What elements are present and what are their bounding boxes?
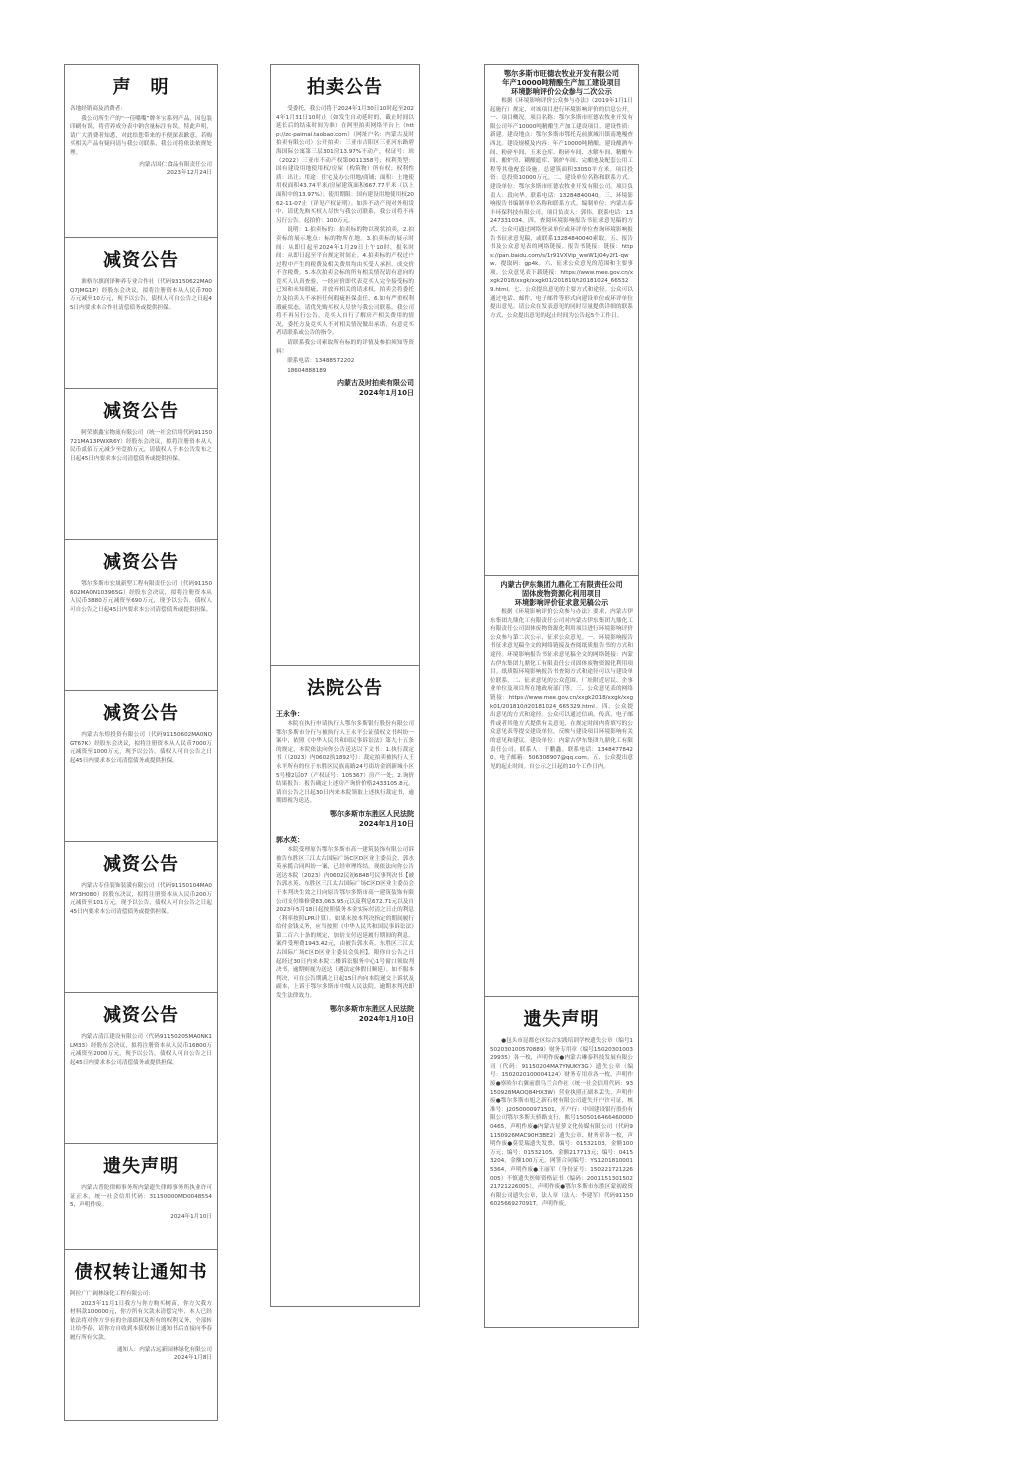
notice-block (65, 65, 217, 237)
notice-subtitle-line: 环境影响评价征求意见稿公示 (514, 598, 609, 607)
signature-line: 内蒙古及时拍卖有限公司 (337, 379, 414, 388)
notice-paragraph: 本院在执行申请执行人鄂尔多斯银行股份有限公司鄂尔多斯市分行与被执行人王永平公证债权文书纠纷一案中，依照《中华人民共和国民事诉讼法》第九十五条的规定，本院依法向你公告送达以下文书：1.执行裁定书（（2023）内0602执1892号）：裁定拍卖被执行人王永平所有的位于东胜区民族南路24号街坊金润新城小区5号楼2层07（产权证号：105367）房产一处；2.询价结果报告：报告确定上述房产询价价格2433105.8元。请自公告之日起30日内来本院领取上述执行裁定书，逾期即视为送达。 (276, 721, 414, 805)
notice-body (65, 731, 217, 765)
notice-subtitle (485, 576, 638, 608)
notice-paragraph: 根据《环境影响评价公众参与办法》（2019年1月1日起施行）规定，对该项目进行环境影响评价的信息公开。一、项目概况。项目名称：鄂尔多斯市旺德农牧业开发有限公司年产10000吨精酿生产加工建设项目。建设性质：新建。建设地点：鄂尔多斯市鄂托克前旗城川镇南地嘎查西北。建设规模及内容：年产10000吨精酿，建设酿酒车间、粉碎车间、玉米仓库、粉碎车间、水解车间、精酿车间、酿炉房、糊酿遮库、锅炉车间、完酿池及配套公用工程等其他配套设施。总建筑面积33050平方米。项目投资：总投资10000万元。二、建设单位名称和联系方式。建设单位：鄂尔多斯市旺德农牧业开发有限公司。项目负责人：段向华。联系电话：13284840040。三、环境影响报告书编制单位名称和联系方式。编制单位：内蒙古泰丰环保科技有限公司。项目负责人：郭伟。联系电话：13247331034。四、查阅环境影响报告书征求意见稿的方式、公众可通过网络登录单位或环评单位查询环境影响报告书征求意见稿，或联系13284840040索取。五、报告书及公众意见表的网络链接。报告书链接：链接：https://pan.baidu.com/s/1r91VXVip_wwW1j04y2f1-qww，提取码：gp4k。六、征求公众意见的范围和主要事项。公众意见表下载链接：https://www.mee.gov.cn/xxgk2018/xxgk/xxgk01/201810/t20181024_665329.html。七、公众提出意见的主要方式和途径。公众可以通过电话、邮件、电子邮件等形式向建设单位或环评单位提出意见。请公众在发表意见的同时尽量提供详细的联系方式，公众提出意见的起止时间为公告起5个工作日。 (490, 98, 633, 319)
signature-line: 2023年12月24日 (166, 169, 212, 176)
notice-body (271, 105, 419, 375)
notice-block (65, 389, 217, 539)
notice-subtitle-line: 内蒙古伊东集团九鼎化工有限责任公司 (500, 580, 623, 589)
notice-block (65, 1250, 217, 1420)
signature-line: 2024年1月8日 (173, 1354, 212, 1361)
notice-title: 遗失声明 (523, 1009, 600, 1030)
notice-paragraph: 请联系我公司索取所有标的的详情及参拍须知等资料！ (276, 340, 414, 355)
notice-block (271, 65, 419, 665)
notice-body (65, 1184, 217, 1210)
notice-paragraph: 阿拉广广阔林绿化工程有限公司： (70, 1291, 154, 1297)
notice-paragraph: 联系电话：13488572202 (287, 358, 355, 365)
notice-block (65, 540, 217, 690)
notice-body (65, 1290, 217, 1343)
notice-block (65, 238, 217, 388)
signature-line: 鄂尔多斯市东胜区人民法院 (330, 809, 414, 818)
notice-title: 债权转让通知书 (74, 1262, 208, 1283)
notice-paragraph: 准格尔旗润泽种养专业合作社（代码93150622MA0Q7JMG1P）经股东会决议，拟将注册资本从人民币700万元减至10万元，现予以公告，债权人可自公告之日起45日内要求本合作社清偿债务或提供担保。 (70, 279, 212, 311)
notice-addressee: 郭水英： (276, 835, 304, 844)
notice-block (485, 65, 638, 575)
notice-subtitle (485, 65, 638, 97)
notice-paragraph: 各地经销商及消费者： (70, 106, 126, 112)
notice-paragraph: 内蒙古东煌投资有限公司（代码91150602MA0NQGT67K）经股东会决议，拟将注册资本从人民币7000万元减资至1000万元，现予以公告，债权人可自公告之日起45日内要求本公司清偿债务或提供担保。 (70, 732, 212, 764)
notice-paragraph: 阿荣旗鑫宝物流有限公司（统一社会信用代码91150721MA13PWXR6Y）经股东会决议，拟将注册资本从人民币贰佰万元减少至壹拾万元，请债权人于本公告发布之日起45日内要求本公司清偿债务或提供担保。 (70, 430, 212, 462)
signature-line: 2024年1月10日 (170, 1213, 212, 1220)
notice-block (65, 1144, 217, 1249)
notice-paragraph: 内蒙古专佳装饰装潢有限公司（代码91150104MA0MY3H080）经股东决议，拟将注册资本从人民币200万元减资至101万元，现予以公告，债权人可自公告之日起45日内要求本公司清偿债务或提供担保。 (70, 883, 212, 915)
notice-body (65, 105, 217, 158)
column-left (64, 64, 218, 1421)
signature-line: 2024年1月10日 (358, 1014, 414, 1023)
notice-paragraph: 本院受理原告鄂尔多斯市高一建筑装饰有限公司诉被告东胜区三江太古国际广场C区D区业主委员会、郭水英承揽合同纠纷一案，已经审理终结。现依法向你公告送达本院（2023）内0602民初6848号民事判决书【被告郭水英、东胜区三江太古国际广场C区D区业主委员会于本判决生效之日向原告鄂尔多斯市高一建筑装饰有限公司支付维修费83,063.95元以及利息672.71元以及自2023年5月18日起按照债务本金实际付清之日止的利息（利率按照LPR计算）。如果未按本判决指定的期间履行给付金钱义务，应当按照《中华人民共和国民事诉讼法》第二百六十条的规定，加倍支付迟延履行期间的利息。案件受理费1943.42元，由被告郭水英、东胜区三江太古国际广场C区D区业主委员会负担】。限你自公告之日起经过30日内来本院二楼诉讼服务中心1号窗口领取判决书，逾期则视为送达（遇法定休假日顺延）。如不服本判决，可在公告期满之日起15日内向本院递交上诉状及副本，上诉于鄂尔多斯市中级人民法院。逾期本判决即发生法律效力。 (276, 846, 414, 1000)
notice-block (65, 993, 217, 1143)
notice-title: 减资公告 (103, 1005, 179, 1026)
notice-body (485, 97, 638, 320)
notice-subtitle-line: 环境影响评价公众参与二次公示 (511, 87, 612, 96)
notice-title: 拍卖公告 (307, 77, 383, 98)
notice-paragraph: 说明：1.拍卖标的：拍卖标的物以现状拍卖。2.拍卖标的展示地点：标的物所在地。3.拍卖标的展示时间：从即日起至2024年1月29日上午10时，报名时间：从即日起至平台规定时间止。4.拍卖标的产权过户过程中产生的税费及相关费用均由买受人承担，成交价不含税费。5.本次拍卖会标的所有相关情况请有意向的竞买人认真查验，一经应价即代表竞买人完全接受标的已知和未知瑕疵，并放弃相关的请求权，拍卖会将委托方及拍卖人不承担任何瑕疵担保责任。6.如有严重权利瑕疵状态，请优先购买权人尽快与我公司联系，我公司将不再另行公告，竞买人自行了解房产相关费用的情况，委托方及竞买人不对相关情况做出承诺，有意竞买者请联系或公告的指令。 (276, 227, 414, 337)
notice-body (65, 1033, 217, 1067)
notice-paragraph: 内蒙古普陀律师事务所内蒙遗失律师事务所执业许可证正本，统一社会信用代码：31150000MD00485545，声明作废。 (70, 1185, 212, 1209)
notice-title: 减资公告 (103, 250, 179, 271)
notice-subtitle-line: 固体废物资源化利用项目 (521, 589, 602, 598)
notice-signature (65, 159, 217, 180)
notice-title: 减资公告 (103, 854, 179, 875)
notice-body (485, 1037, 638, 1209)
column-right (484, 64, 639, 1328)
notice-signature (271, 1002, 419, 1027)
notice-block (271, 666, 419, 1306)
notice-title: 减资公告 (103, 552, 179, 573)
notice-paragraph: 2023年11月1日我方与你方购买树苗，你方欠我方材料款100000元，你方所有欠款未清偿完毕，本人已经依法将对你方享有的全部债权及所有的权利义务，全部转让给李春，请你方自收到本债权转让通知书后直接向李春履行所有欠款。 (70, 1300, 212, 1341)
notice-paragraph: 我公司所生产的“一佳嘴嘴”牌冬宝系列产品，因包装印刷有误，将营养成分表中钠含量标注有误，特此声明，请广大消费者知悉，对此给您带来的不便深表歉意。若购买相关产品有疑问请与我公司联系，我公司将依法依规处理。 (70, 115, 212, 156)
signature-line: 内蒙古国仁食品有限责任公司 (139, 161, 212, 168)
notice-title: 声 明 (112, 77, 170, 98)
notice-signature (65, 1344, 217, 1365)
notice-signature (271, 376, 419, 401)
notice-addressee: 王永争： (276, 710, 304, 718)
notice-body (485, 608, 638, 771)
column-middle (270, 64, 420, 1307)
notice-body (271, 720, 419, 806)
notice-paragraph: 受委托，我公司将于2024年1月30日10时起至2024年1月31日10时止（如发生自动延时的，截止时间以延长后的结束时间为准）在阿里拍卖网络平台上（http://zc-paimai.taobao.com）（网址户名：内蒙古及时拍卖有限公司）公开拍卖：三亚市吉阳区三亚河东路碧海国际公寓第三层301房13.97%不动产，权证号：琼（2022）三亚市不动产权第0011358号；权利类型：国有建设用地使用权/房屋（构筑物）所有权；权利性质：出让；用途：住宅及办公用地/商铺；面积：土地使用权面积43.74平米/房屋建筑面积667.77平米（以上面积中的13.97%）；使用期限：国有建设用地使用权2062-11-07止（详见产权证明）。如涉不动产现对外租赁中，请优先购买权人尽快与我公司联系，我公司将不再另行公告。起拍价：100万元。 (276, 106, 414, 224)
signature-line: 2024年1月10日 (358, 389, 414, 398)
notice-block (65, 842, 217, 992)
notice-body (65, 580, 217, 614)
notice-body (271, 846, 419, 1001)
notice-block (485, 576, 638, 996)
notice-block (485, 997, 638, 1327)
notice-body (65, 882, 217, 916)
notice-title: 减资公告 (103, 401, 179, 422)
signature-line: 通知人：内蒙古远新园林绿化有限公司 (116, 1346, 212, 1353)
signature-line: 鄂尔多斯市东胜区人民法院 (330, 1004, 414, 1013)
notice-title: 减资公告 (103, 703, 179, 724)
signature-line: 2024年1月10日 (358, 819, 414, 828)
notice-paragraph: 鄂尔多斯市宏晟新型工程有限责任公司（代码91150602MA0N103965G）经股东会决议，拟将注册资本从人民币3880万元减资至690万元，现予以公告，债权人可自公告之日起45日内要求本公司清偿债务或提供担保。 (70, 581, 212, 613)
notice-body (65, 278, 217, 312)
notice-paragraph: ●包头市昆都仑区综合实践培训学校遗失公章（编号1502030100570889）财务专用章（编号1502030100329935）各一枚，声明作废●内蒙古琳泰科技发展有限公司（代码：91150204MA7YNUKY3G）遗失公章（编号：1502020100004124）财务专用章各一枚，声明作废●察哈尔右翼前旗乌兰合作社（统一社会信用代码：93150928MAOQ84HX3W）营业执照正副本丢失，声明作废●鄂尔多斯市旭之新石材有限公司遗失开户许可证，核准号：J2050000971501，开户行：中国建设银行股份有限公司鄂尔多斯天骄路支行，账号15050164664600000465，声明作废●内蒙古星萝文化传媒有限公司（代码91150926MAC90H3BE2）遗失公章、财务章各一枚，声明作废●莫爱瑞遗失发票，编号：01532103，金额100万元；编号：01532105，金额217713元；编号：04153204，金额100万元，网签合同编号：YS12018100015364，声明作废●王丽军（身份证号：150221721226005）不慎遗失医师资格证书（编码：200115130150221721226005），声明作废●鄂尔多斯市东胜区蒙初政资有限公司遗失公章，法人章（法人：李建军）代码91150602566927091T，声明作废。 (490, 1038, 634, 1208)
notice-paragraph: 根据《环境影响评价公众参与办法》要求，内蒙古伊东集团九鼎化工有限责任公司对内蒙古伊东集团九鼎化工有限责任公司固体废物资源化利用项目进行环境影响评价公众参与第二次公示，征求公众意见。一、环境影响报告书征求意见稿全文的网络链接及查阅纸质报告书的方式和途径。环境影响报告书征求意见稿全文的网络链接：内蒙古伊东集团九鼎化工有限责任公司固体废物资源化利用项目。纸质版环境影响报告书查阅方式和途径可以与建设单位联系。二、征求意见的公众范围。厂址附近居民、企事业单位及项目所在地政府部门等。三、公众意见表的网络链接：https://www.mee.gov.cn/xxgk2018/xxgk/xxgk01/201810/t20181024_665329.html。四、公众提出意见的方式和途径。公众可以通过信函、传真、电子邮件或者其他方式提供有关意见，在规定时间内将填写的公众意见表等提交建设单位，反映与建设项目环境影响有关的意见和建议。建设单位：内蒙古伊东集团九鼎化工有限责任公司。联系人：于鹏鑫。联系电话：13484778420。电子邮箱：506308907@qq.com。五、公众提出意见的起止时间。自公示之日起的10个工作日内。 (490, 609, 633, 770)
notice-title: 遗失声明 (103, 1156, 179, 1177)
notice-block (65, 691, 217, 841)
notice-paragraph: 内蒙古清江建设有限公司（代码91150205MA0NK1LM33）经股东会决议，拟将注册资本从人民币16800万元减资至2000万元，现予以公告，债权人可自公告之日起45日内要求本公司清偿债务或提供担保。 (70, 1034, 212, 1066)
notice-signature (65, 1211, 217, 1224)
notice-signature (271, 807, 419, 832)
notice-body (65, 429, 217, 463)
notice-paragraph: 18604888189 (287, 367, 327, 374)
notice-subtitle-line: 年产10000吨精酿生产加工建设项目 (502, 78, 621, 87)
notice-subtitle-line: 鄂尔多斯市旺德农牧业开发有限公司 (503, 69, 619, 78)
notice-title: 法院公告 (307, 678, 383, 699)
